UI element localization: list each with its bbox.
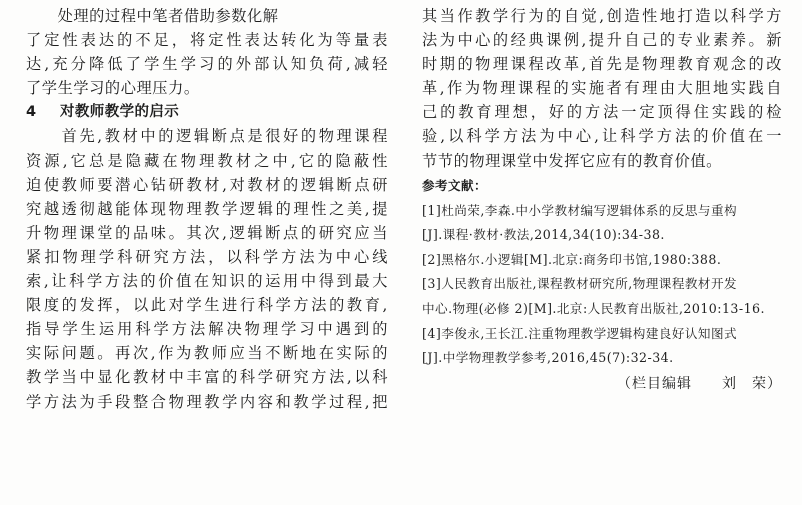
paragraph-line: 实际问题。再次,作为教师应当不断地在实际的	[26, 344, 388, 363]
references-title: 参考文献：	[422, 177, 488, 193]
paragraph-line: 首先,教材中的逻辑断点是很好的物理课程	[26, 127, 388, 146]
paragraph-line: 索,让科学方法的价值在知识的运用中得到最大	[26, 272, 388, 291]
section-title: 对教师教学的启示	[60, 104, 180, 121]
reference-item: [4]李俊永,王长江.注重物理教学逻辑构建良好认知图式	[422, 325, 738, 341]
reference-item: [J].中学物理教学参考,2016,45(7):32-34.	[422, 350, 674, 366]
reference-item: [1]杜尚荣,李森.中小学教材编写逻辑体系的反思与重构	[422, 202, 738, 218]
paragraph-line: 法为中心的经典课例,提升自己的专业素养。新	[422, 31, 782, 50]
paragraph-line: 其当作教学行为的自觉,创造性地打造以科学方	[422, 7, 782, 25]
paragraph-line: 学方法为手段整合物理教学内容和教学过程,把	[26, 392, 388, 411]
paragraph-line: 处理的过程中笔者借助参数化解	[26, 7, 279, 25]
paragraph-line: 节节的物理课堂中发挥它应有的教育价值。	[422, 151, 722, 170]
paragraph-line: 迫使教师要潜心钻研教材,对教材的逻辑断点研	[26, 175, 388, 194]
paragraph-line: 革,作为物理课程的实施者有理由大胆地实践自	[422, 79, 782, 98]
section-heading	[26, 100, 388, 124]
paragraph-line: 究越透彻越能体现物理教学逻辑的理性之美,提	[26, 199, 388, 218]
right-column	[422, 4, 782, 397]
editor-credit: （栏目编辑 刘 荣）	[617, 375, 782, 392]
paragraph-line: 了定性表达的不足，将定性表达转化为等量表	[26, 31, 388, 50]
paragraph-line: 了学生学习的心理压力。	[26, 79, 200, 98]
paragraph-line: 资源,它总是隐藏在物理教材之中,它的隐蔽性	[26, 151, 388, 170]
reference-item: [J].课程·教材·教法,2014,34(10):34-38.	[422, 227, 665, 243]
paragraph-line: 紧扣物理学科研究方法，以科学方法为中心线	[26, 247, 388, 266]
paragraph-line: 指导学生运用科学方法解决物理学习中遇到的	[26, 320, 388, 339]
paragraph-line: 验,以科学方法为中心,让科学方法的价值在一	[422, 127, 782, 146]
section-number: 4	[26, 104, 37, 121]
paragraph-line: 教学当中显化教材中丰富的科学研究方法,以科	[26, 368, 388, 387]
reference-item: [3]人民教育出版社,课程教材研究所,物理课程教材开发	[422, 276, 738, 292]
paragraph-line: 达,充分降低了学生学习的外部认知负荷,减轻	[26, 55, 388, 74]
reference-item: 中心.物理(必修 2)[M].北京:人民教育出版社,2010:13-16.	[422, 301, 765, 317]
paragraph-line: 限度的发挥，以此对学生进行科学方法的教育,	[26, 296, 388, 315]
left-column	[26, 4, 388, 414]
reference-item: [2]黑格尔.小逻辑[M].北京:商务印书馆,1980:388.	[422, 251, 722, 267]
paragraph-line: 升物理课堂的品味。其次,逻辑断点的研究应当	[26, 223, 388, 242]
paragraph-line: 时期的物理课程改革,首先是物理教育观念的改	[422, 55, 782, 74]
paragraph-line: 己的教育理想，好的方法一定顶得住实践的检	[422, 103, 782, 122]
